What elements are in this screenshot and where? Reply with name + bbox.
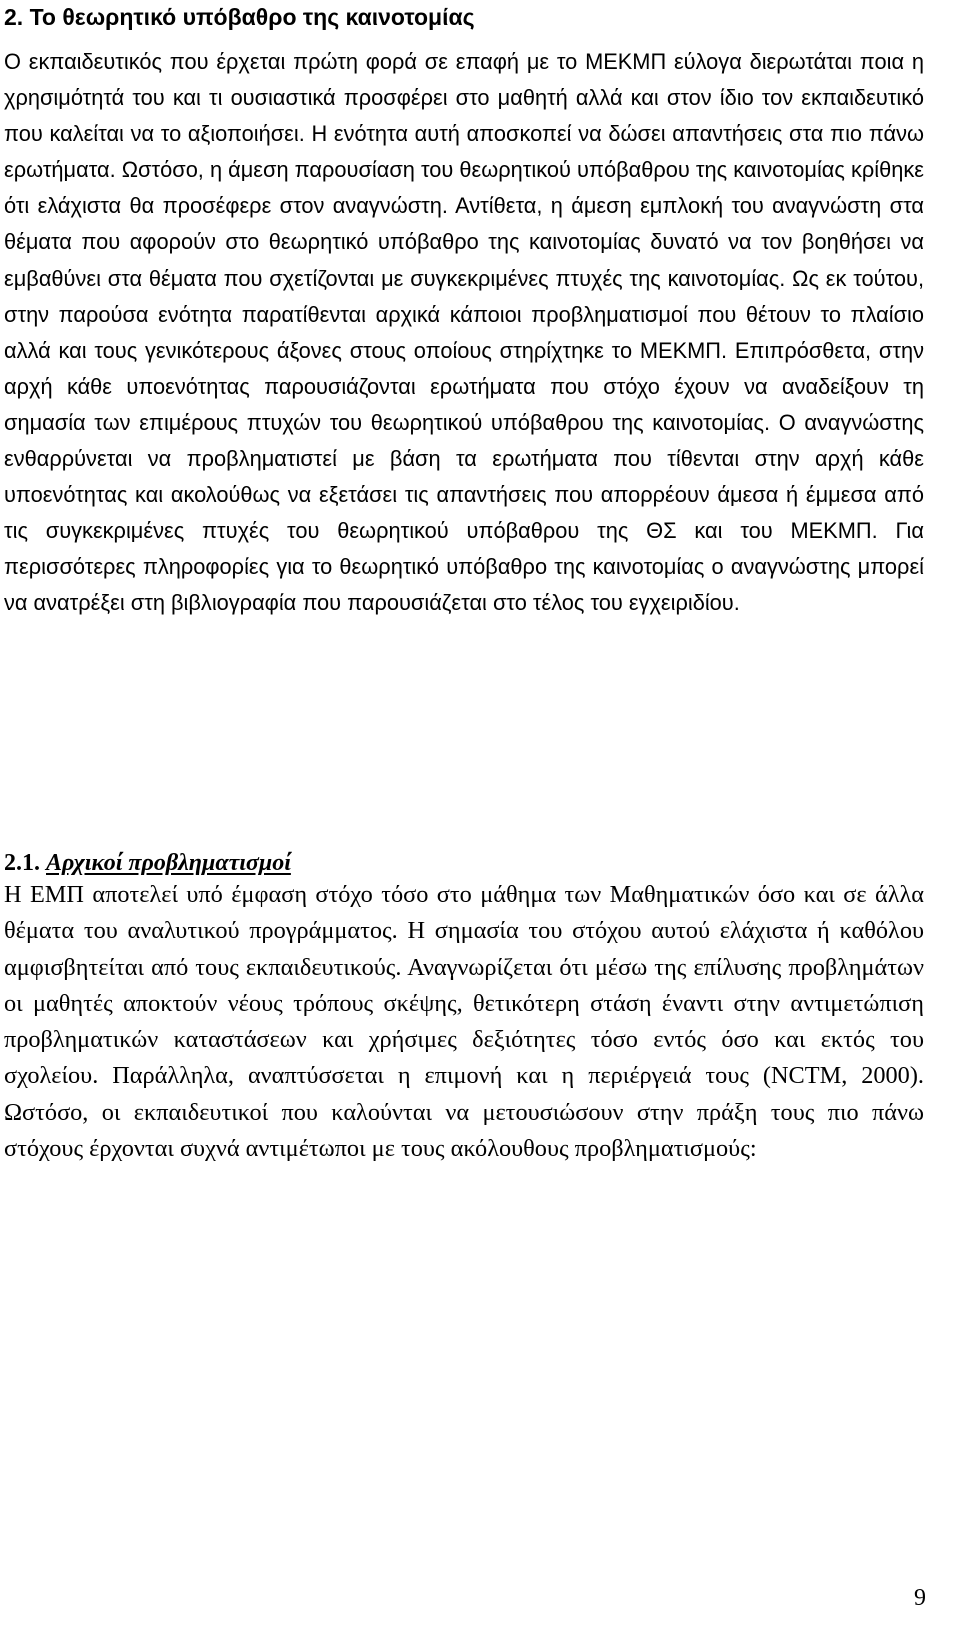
subsection-number: 2.1. [4,850,40,876]
subsection-paragraph: Η ΕΜΠ αποτελεί υπό έμφαση στόχο τόσο στο μάθημα των Μαθηματικών όσο και σε άλλα θέματα του αναλυτικού προγράμματος. Η σημασία του στόχου αυτού ελάχιστα ή καθόλου αμφισβητείται από τους εκπαιδευτικούς. Αναγνωρίζεται ότι μέσω της επίλυσης προβλημάτων οι μαθητές αποκτούν νέους τρόπους σκέψης, θετικότερη στάση έναντι στην αντιμετώπιση προβληματικών καταστάσεων και χρήσιμες δεξιότητες τόσο εντός όσο και εκτός του σχολείου. Παράλληλα, αναπτύσσεται η επιμονή και η περιέργειά τους (NCTM, 2000). Ωστόσο, οι εκπαιδευτικοί που καλούνται να μετουσιώσουν στην πράξη τους πιο πάνω στόχους έρχονται συχνά αντιμέτωποι με τους ακόλουθους προβληματισμούς: [4,881,924,1163]
intro-paragraph: Ο εκπαιδευτικός που έρχεται πρώτη φορά σε επαφή με το ΜΕΚΜΠ εύλογα διερωτάται ποια η χρησιμότητά του και τι ουσιαστικά προσφέρει στο μαθητή αλλά και στον ίδιο τον εκπαιδευτικό που καλείται να το αξιοποιήσει. Η ενότητα αυτή αποσκοπεί να δώσει απαντήσεις στα πιο πάνω ερωτήματα. Ωστόσο, η άμεση παρουσίαση του θεωρητικού υπόβαθρου της καινοτομίας κρίθηκε ότι ελάχιστα θα προσέφερε στον αναγνώστη. Αντίθετα, η άμεση εμπλοκή του αναγνώστη στα θέματα που αφορούν στο θεωρητικό υπόβαθρο της καινοτομίας δυνατό να τον βοηθήσει να εμβαθύνει στα θέματα που σχετίζονται με συγκεκριμένες πτυχές της καινοτομίας. Ως εκ τούτου, στην παρούσα ενότητα παρατίθενται αρχικά κάποιοι προβληματισμοί που θέτουν το πλαίσιο αλλά και τους γενικότερους άξονες στους οποίους στηρίχτηκε το ΜΕΚΜΠ. Επιπρόσθετα, στην αρχή κάθε υποενότητας παρουσιάζονται ερωτήματα που στόχο έχουν να αναδείξουν τη σημασία των επιμέρους πτυχών του θεωρητικού υπόβαθρου της καινοτομίας. Ο αναγνώστης ενθαρρύνεται να προβληματιστεί με βάση τα ερωτήματα που τίθενται στην αρχή κάθε υποενότητας και ακολούθως να εξετάσει τις απαντήσεις που απορρέουν άμεσα ή έμμεσα από τις συγκεκριμένες πτυχές του θεωρητικού υπόβαθρου της ΘΣ και του ΜΕΚΜΠ. Για περισσότερες πληροφορίες για το θεωρητικό υπόβαθρο της καινοτομίας ο αναγνώστης μπορεί να ανατρέξει στη βιβλιογραφία που παρουσιάζεται στο τέλος του εγχειριδίου. [4,49,924,616]
page-number: 9 [914,1585,926,1611]
subsection-heading [4,846,924,880]
section-heading: 2. Το θεωρητικό υπόβαθρο της καινοτομίας [4,4,475,30]
subsection-title: Αρχικοί προβληματισμοί [46,850,291,876]
